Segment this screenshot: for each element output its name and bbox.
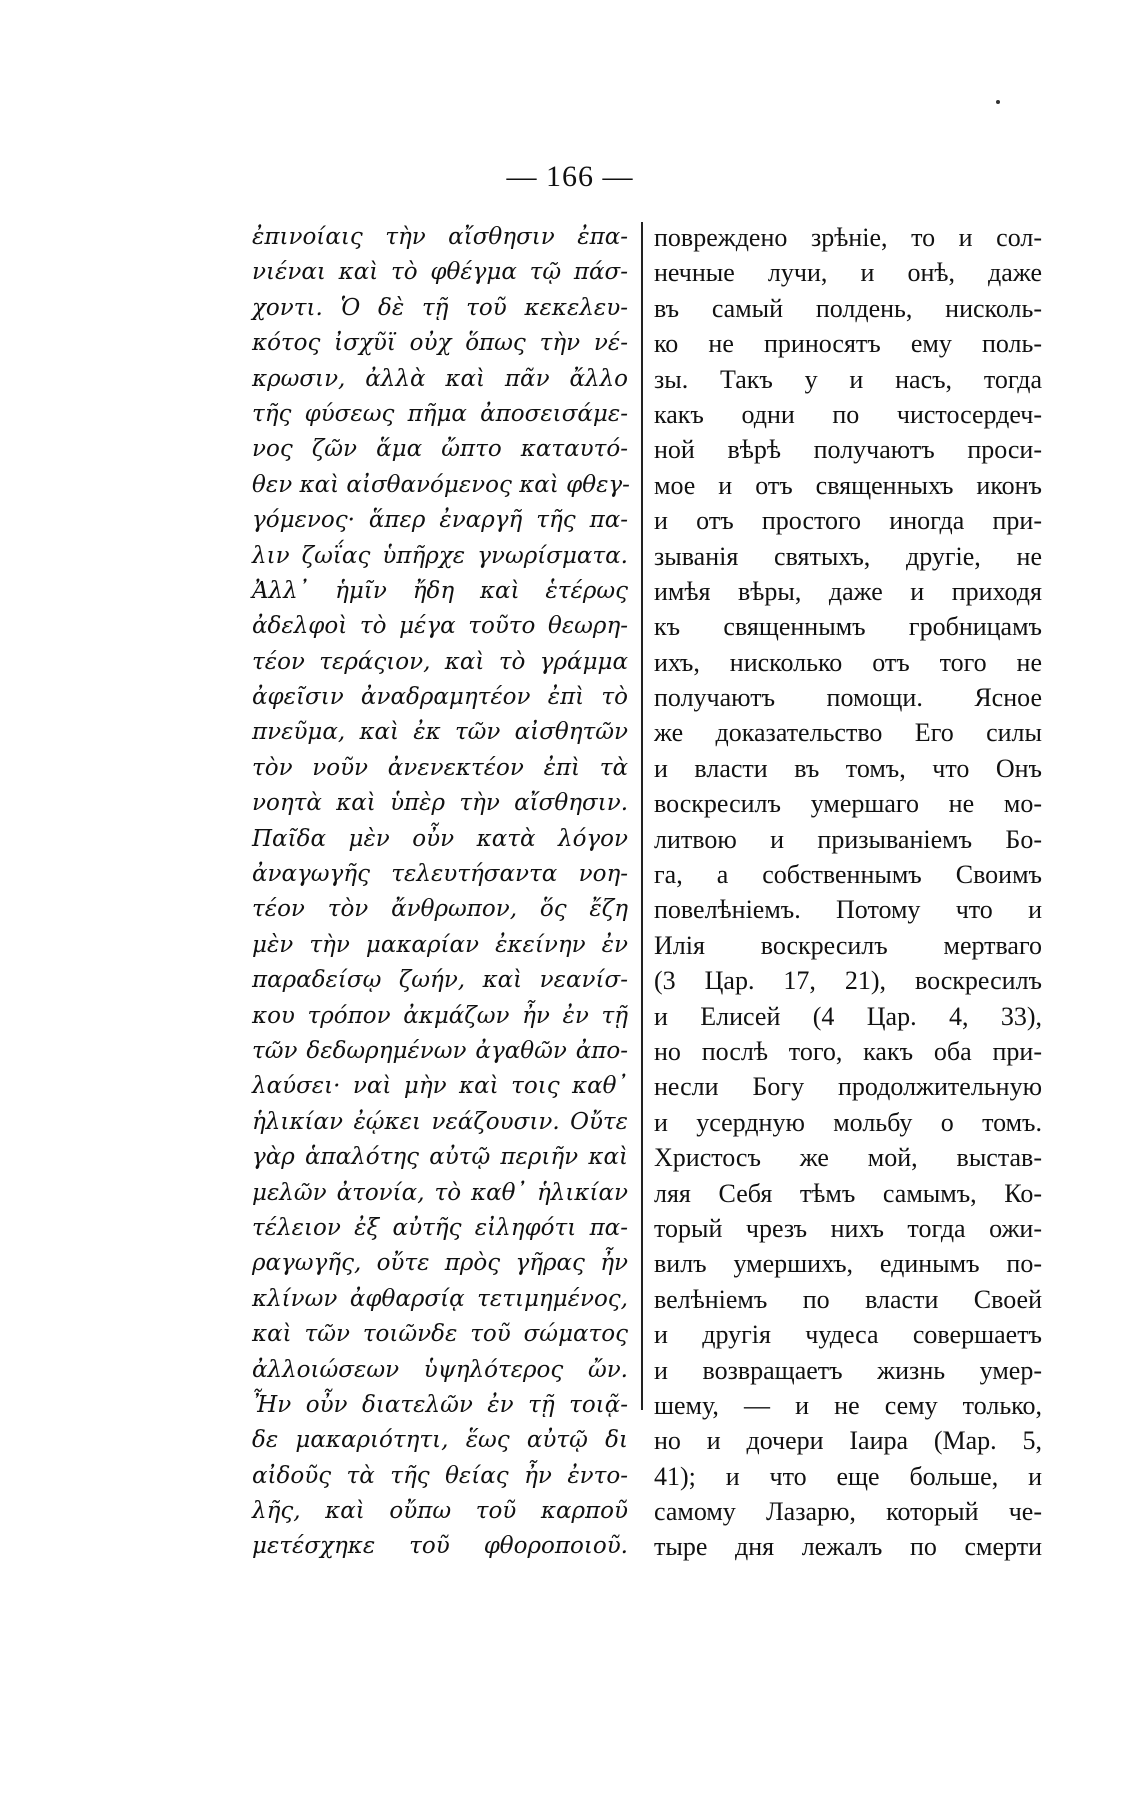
russian-text-line: несли Богу продолжительную [654, 1072, 1042, 1102]
russian-text-line: же доказательство Его силы [654, 718, 1042, 748]
page-number: — 166 — [506, 160, 634, 193]
greek-column [252, 220, 628, 1565]
greek-text-line: τέον τὸν ἄνθρωπον, ὅς ἔζη [252, 896, 628, 923]
russian-text-line: ной вѣрѣ получаютъ проси- [654, 435, 1042, 465]
greek-text-line: ἡλικίαν ἐῴκει νεάζουσιν. Οὔτε [252, 1108, 628, 1135]
greek-text-line: νοητὰ καὶ ὑπὲρ τὴν αἴσθησιν. [252, 790, 628, 817]
russian-text-line: Христосъ же мой, выстав- [654, 1143, 1042, 1173]
greek-text-line: αἰδοῦς τὰ τῆς θείας ἦν ἐντο- [252, 1462, 628, 1489]
russian-text-line: литвою и призываніемъ Бо- [654, 824, 1042, 854]
greek-text-line: λαύσει· ναὶ μὴν καὶ τοις καθ᾽ [252, 1073, 628, 1100]
greek-text-line: γὰρ ἁπαλότης αὐτῷ περιῆν καὶ [252, 1144, 628, 1171]
russian-text-line: и усердную мольбу о томъ. [654, 1107, 1042, 1137]
greek-text-line: Ἦν οὖν διατελῶν ἐν τῇ τοιᾷ- [252, 1391, 628, 1418]
greek-text-line: θεν καὶ αἰσθανόμενος καὶ φθεγ- [252, 471, 630, 498]
russian-text-line: торый чрезъ нихъ тогда ожи- [654, 1213, 1042, 1243]
russian-text-line: велѣніемъ по власти Своей [654, 1284, 1042, 1314]
russian-text-line: и власти въ томъ, что Онъ [654, 753, 1042, 783]
greek-text-line: ραγωγῆς, οὔτε πρὸς γῆρας ἦν [252, 1250, 628, 1277]
russian-text-line: ихъ, нисколько отъ того не [654, 647, 1042, 677]
russian-text-line: и отъ простого иногда при- [654, 506, 1042, 536]
russian-text-line: (3 Цар. 17, 21), воскресилъ [654, 966, 1042, 996]
russian-text-line: къ священнымъ гробницамъ [654, 612, 1042, 642]
russian-text-line: мое и отъ священныхъ иконъ [654, 470, 1042, 500]
greek-text-line: λῆς, καὶ οὔπω τοῦ καρποῦ [252, 1498, 628, 1525]
greek-text-line: χοντι. Ὁ δὲ τῇ τοῦ κεκελευ- [252, 294, 628, 321]
column-divider [641, 222, 643, 1410]
russian-text-line: имѣя вѣры, даже и приходя [654, 576, 1042, 606]
greek-text-line: ἀφεῖσιν ἀναδραμητέον ἐπὶ τὸ [252, 684, 628, 711]
greek-text-line: κότος ἰσχῦϊ οὐχ ὅπως τὴν νέ- [252, 330, 628, 357]
russian-text-line: и другія чудеса совершаетъ [654, 1320, 1042, 1350]
russian-text-line: повреждено зрѣніе, то и сол- [654, 223, 1042, 252]
greek-text-line: τέον τεράςιον, καὶ τὸ γράμμα [252, 648, 628, 675]
greek-text-line: ἀδελφοὶ τὸ μέγα τοῦτο θεωρη- [252, 613, 628, 640]
greek-text-line: ἐπινοίαις τὴν αἴσθησιν ἐπα- [252, 224, 628, 250]
greek-text-line: ἀλλοιώσεων ὑψηλότερος ὤν. [252, 1356, 628, 1383]
greek-text-line: παραδείσῳ ζωήν, καὶ νεανίσ- [252, 967, 628, 994]
russian-column [654, 220, 1042, 1565]
greek-text-line: Ἀλλ᾽ ἡμῖν ἤδη καὶ ἑτέρως [252, 577, 628, 604]
russian-text-line: самому Лазарю, который че- [654, 1497, 1042, 1527]
russian-text-line: 41); и что еще больше, и [654, 1461, 1042, 1491]
greek-text-line: κρωσιν, ἀλλὰ καὶ πᾶν ἄλλο [252, 365, 628, 392]
russian-text-line: зыванія святыхъ, другіе, не [654, 541, 1042, 571]
russian-text-line: вилъ умершихъ, единымъ по- [654, 1249, 1042, 1279]
greek-text-line: μὲν τὴν μακαρίαν ἐκείνην ἐν [252, 931, 628, 958]
greek-text-line: ἀναγωγῆς τελευτήσαντα νοη- [252, 861, 628, 888]
greek-text-line: δε μακαριότητι, ἕως αὐτῷ δι [252, 1427, 628, 1454]
greek-text-line: Παῖδα μὲν οὖν κατὰ λόγον [252, 825, 628, 852]
text-columns [252, 220, 1042, 1562]
greek-text-line: μετέσχηκε τοῦ φθοροποιοῦ. [252, 1533, 628, 1560]
greek-text-line: τῶν δεδωρημένων ἀγαθῶν ἀπο- [252, 1037, 628, 1064]
russian-text-line: повелѣніемъ. Потому что и [654, 895, 1042, 925]
russian-text-line: ляя Себя тѣмъ самымъ, Ко- [654, 1178, 1042, 1208]
russian-text-line: шему, — и не сему только, [654, 1390, 1042, 1420]
russian-text-line: Илія воскресилъ мертваго [654, 930, 1042, 960]
russian-text-line: но послѣ того, какъ оба при- [654, 1036, 1042, 1066]
russian-text-line: воскресилъ умершаго не мо- [654, 789, 1042, 819]
greek-text-line: μελῶν ἀτονία, τὸ καθ᾽ ἡλικίαν [252, 1179, 628, 1206]
russian-text-line: тыре дня лежалъ по смерти [654, 1532, 1042, 1562]
russian-text-line: зы. Такъ у и насъ, тогда [654, 364, 1042, 394]
russian-text-line: ко не приносятъ ему поль- [654, 329, 1042, 359]
greek-text-line: κου τρόπον ἀκμάζων ἦν ἐν τῇ [252, 1002, 628, 1029]
greek-text-line: κλίνων ἀφθαρσίᾳ τετιμημένος, [252, 1285, 628, 1312]
russian-text-line: нечные лучи, и онѣ, даже [654, 258, 1042, 288]
greek-text-line: λιν ζωΐας ὑπῆρχε γνωρίσματα. [252, 542, 628, 569]
greek-text-line: τὸν νοῦν ἀνενεκτέον ἐπὶ τὰ [252, 754, 628, 781]
russian-text-line: какъ одни по чистосердеч- [654, 399, 1042, 429]
russian-text-line: и возвращаетъ жизнь умер- [654, 1355, 1042, 1385]
russian-text-line: получаютъ помощи. Ясное [654, 683, 1042, 713]
russian-text-line: въ самый полдень, нисколь- [654, 293, 1042, 323]
greek-text-line: καὶ τῶν τοιῶνδε τοῦ σώματος [252, 1321, 628, 1348]
greek-text-line: τέλειον ἐξ αὐτῆς εἰληφότι πα- [252, 1214, 628, 1241]
russian-text-line: но и дочери Іаира (Мар. 5, [654, 1426, 1042, 1456]
greek-text-line: νιέναι καὶ τὸ φθέγμα τῷ πάσ- [252, 259, 628, 286]
greek-text-line: γόμενος· ἅπερ ἐναργῆ τῆς πα- [252, 507, 628, 534]
greek-text-line: πνεῦμα, καὶ ἐκ τῶν αἰσθητῶν [252, 719, 628, 746]
scan-speck [996, 100, 1000, 104]
russian-text-line: га, а собственнымъ Своимъ [654, 860, 1042, 890]
greek-text-line: νος ζῶν ἅμα ὤπτο καταυτό- [252, 436, 628, 463]
russian-text-line: и Елисей (4 Цар. 4, 33), [654, 1001, 1042, 1031]
greek-text-line: τῆς φύσεως πῆμα ἀποσεισάμε- [252, 400, 628, 427]
